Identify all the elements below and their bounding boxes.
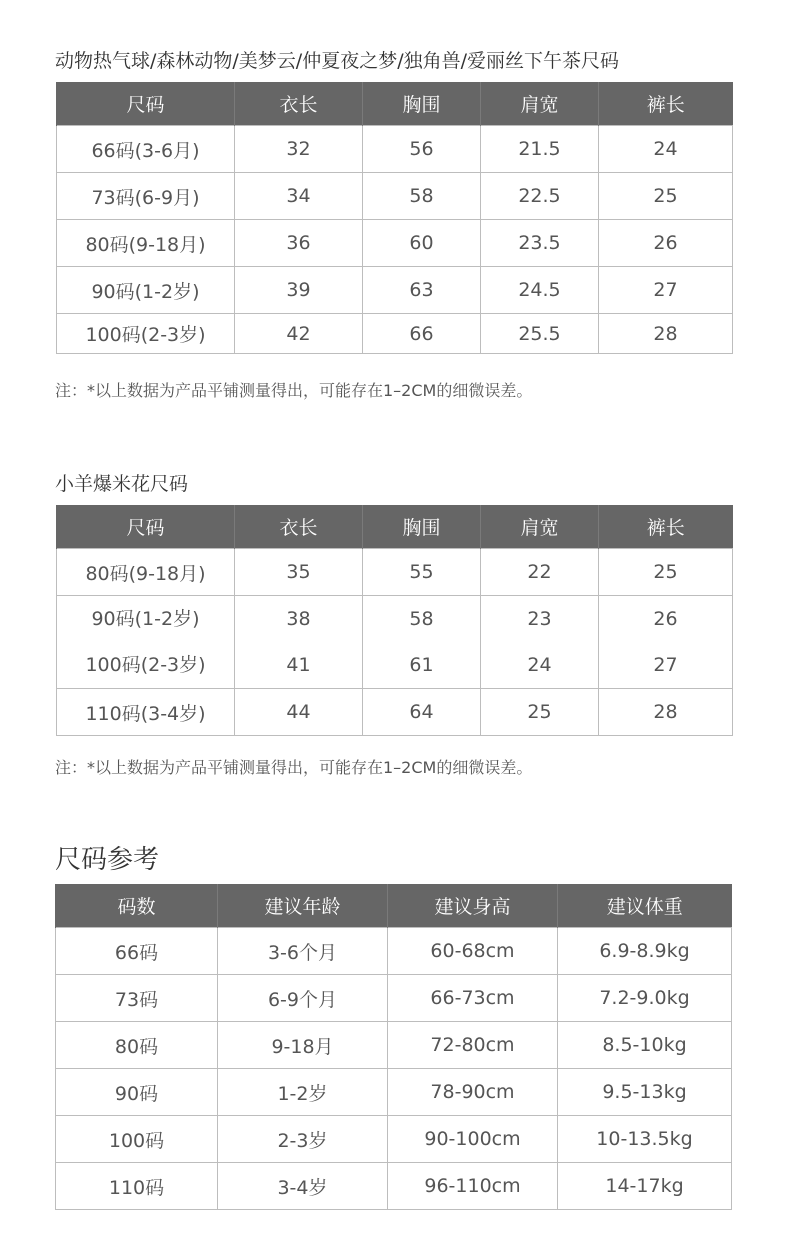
chest-cell: 64 <box>363 689 481 736</box>
chest-cell: 66 <box>363 314 481 354</box>
table-row <box>56 975 732 1022</box>
age-cell: 3-4岁 <box>218 1163 388 1210</box>
age-cell: 6-9个月 <box>218 975 388 1022</box>
height-cell: 96-110cm <box>388 1163 558 1210</box>
height-cell: 60-68cm <box>388 928 558 975</box>
table-row <box>56 1022 732 1069</box>
size-reference-table <box>55 884 732 1210</box>
weight-cell: 8.5-10kg <box>558 1022 732 1069</box>
chest-text: 61 <box>409 654 434 676</box>
table-row <box>57 689 733 736</box>
length-text: 41 <box>286 654 311 676</box>
shoulder-cell: 22.5 <box>481 173 599 220</box>
size-cell: 90码(1-2岁) <box>57 267 235 314</box>
chest-cell: 55 <box>363 549 481 596</box>
shoulder-text: 24 <box>527 654 552 676</box>
age-cell: 1-2岁 <box>218 1069 388 1116</box>
size-chart-title-2: 小羊爆米花尺码 <box>55 473 189 495</box>
table-header-row <box>57 82 733 126</box>
measurement-note-2: 注：*以上数据为产品平铺测量得出，可能存在1–2CM的细微误差。 <box>55 758 533 777</box>
size-code-cell: 90码 <box>56 1069 218 1116</box>
pants-cell: 28 <box>599 689 733 736</box>
age-cell: 9-18月 <box>218 1022 388 1069</box>
length-cell: 32 <box>235 126 363 173</box>
table-row <box>57 314 733 354</box>
header-chest: 胸围 <box>363 82 481 126</box>
pants-cell: 26 <box>599 220 733 267</box>
size-chart-title-1: 动物热气球/森林动物/美梦云/仲夏夜之梦/独角兽/爱丽丝下午茶尺码 <box>55 50 620 72</box>
measurement-note-1: 注：*以上数据为产品平铺测量得出，可能存在1–2CM的细微误差。 <box>55 381 533 400</box>
pants-text: 26 <box>653 608 678 630</box>
shoulder-text: 23 <box>527 608 552 630</box>
pants-text: 27 <box>653 654 678 676</box>
shoulder-cell: 24.5 <box>481 267 599 314</box>
weight-cell: 10-13.5kg <box>558 1116 732 1163</box>
pants-cell: 27 <box>599 267 733 314</box>
header-size: 尺码 <box>57 82 235 126</box>
header-pants: 裤长 <box>599 505 733 549</box>
weight-cell: 7.2-9.0kg <box>558 975 732 1022</box>
header-shoulder: 肩宽 <box>481 82 599 126</box>
header-age: 建议年龄 <box>218 884 388 928</box>
height-cell: 90-100cm <box>388 1116 558 1163</box>
size-cell: 80码(9-18月) <box>57 549 235 596</box>
size-cell <box>57 596 235 689</box>
pants-cell: 24 <box>599 126 733 173</box>
pants-cell: 25 <box>599 173 733 220</box>
size-text: 100码(2-3岁) <box>85 654 206 676</box>
header-length: 衣长 <box>235 82 363 126</box>
size-code-cell: 66码 <box>56 928 218 975</box>
length-cell: 35 <box>235 549 363 596</box>
chest-cell: 56 <box>363 126 481 173</box>
table-row <box>57 173 733 220</box>
length-cell: 36 <box>235 220 363 267</box>
table-row <box>57 220 733 267</box>
size-table-2 <box>56 505 733 736</box>
size-code-cell: 80码 <box>56 1022 218 1069</box>
chest-cell <box>363 596 481 689</box>
size-cell: 73码(6-9月) <box>57 173 235 220</box>
table-row-merged <box>57 596 733 689</box>
weight-cell: 9.5-13kg <box>558 1069 732 1116</box>
length-text: 38 <box>286 608 311 630</box>
header-weight: 建议体重 <box>558 884 732 928</box>
header-pants: 裤长 <box>599 82 733 126</box>
size-reference-title: 尺码参考 <box>55 845 160 875</box>
size-text: 90码(1-2岁) <box>91 608 200 630</box>
height-cell: 66-73cm <box>388 975 558 1022</box>
table-row <box>56 1163 732 1210</box>
pants-cell: 25 <box>599 549 733 596</box>
header-size: 尺码 <box>57 505 235 549</box>
table-row <box>57 126 733 173</box>
chest-cell: 58 <box>363 173 481 220</box>
size-code-cell: 110码 <box>56 1163 218 1210</box>
header-length: 衣长 <box>235 505 363 549</box>
length-cell: 34 <box>235 173 363 220</box>
header-chest: 胸围 <box>363 505 481 549</box>
chest-cell: 60 <box>363 220 481 267</box>
length-cell: 42 <box>235 314 363 354</box>
length-cell <box>235 596 363 689</box>
chest-text: 58 <box>409 608 434 630</box>
table-row <box>57 549 733 596</box>
size-table-1 <box>56 82 733 354</box>
size-code-cell: 100码 <box>56 1116 218 1163</box>
length-cell: 39 <box>235 267 363 314</box>
weight-cell: 14-17kg <box>558 1163 732 1210</box>
age-cell: 3-6个月 <box>218 928 388 975</box>
pants-cell <box>599 596 733 689</box>
height-cell: 72-80cm <box>388 1022 558 1069</box>
size-cell: 100码(2-3岁) <box>57 314 235 354</box>
header-height: 建议身高 <box>388 884 558 928</box>
shoulder-cell: 21.5 <box>481 126 599 173</box>
size-cell: 66码(3-6月) <box>57 126 235 173</box>
weight-cell: 6.9-8.9kg <box>558 928 732 975</box>
size-cell: 110码(3-4岁) <box>57 689 235 736</box>
size-cell: 80码(9-18月) <box>57 220 235 267</box>
shoulder-cell <box>481 596 599 689</box>
table-header-row <box>56 884 732 928</box>
table-row <box>56 1116 732 1163</box>
length-cell: 44 <box>235 689 363 736</box>
shoulder-cell: 22 <box>481 549 599 596</box>
header-size-code: 码数 <box>56 884 218 928</box>
table-header-row <box>57 505 733 549</box>
height-cell: 78-90cm <box>388 1069 558 1116</box>
shoulder-cell: 25.5 <box>481 314 599 354</box>
age-cell: 2-3岁 <box>218 1116 388 1163</box>
table-row <box>57 267 733 314</box>
shoulder-cell: 25 <box>481 689 599 736</box>
chest-cell: 63 <box>363 267 481 314</box>
table-row <box>56 928 732 975</box>
size-code-cell: 73码 <box>56 975 218 1022</box>
header-shoulder: 肩宽 <box>481 505 599 549</box>
pants-cell: 28 <box>599 314 733 354</box>
shoulder-cell: 23.5 <box>481 220 599 267</box>
table-row <box>56 1069 732 1116</box>
